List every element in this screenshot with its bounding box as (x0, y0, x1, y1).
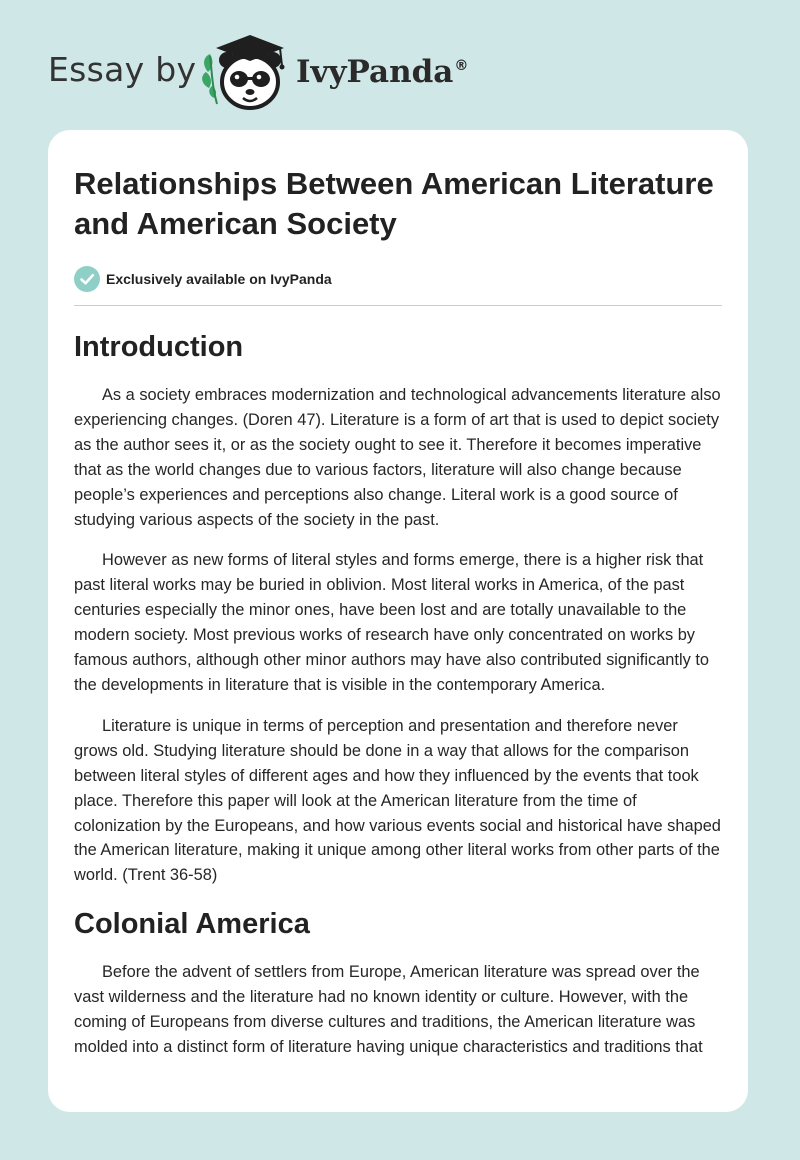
registered-mark: ® (454, 58, 469, 74)
title-divider (74, 305, 722, 306)
brand-name[interactable] (296, 54, 468, 90)
essay-content (74, 164, 722, 1060)
check-circle-icon (74, 266, 100, 292)
paragraph: However as new forms of literal styles and forms emerge, there is a higher risk that past literal works may be buried in oblivion. Most literal works in America, of the past centuries especially the minor ones, have been lost and are totally unavailable to the modern society. Most previous works of research have only concentrated on works by famous authors, although other minor authors may have also contributed significantly to the developments in literature that is visible in the contemporary America. (74, 551, 710, 694)
essay-by-label: Essay by (48, 50, 197, 89)
essay-card (48, 130, 748, 1112)
exclusive-badge (74, 266, 722, 292)
paragraph: Before the advent of settlers from Europe, American literature was spread over the vast wilderness and the literature had no known identity or culture. However, with the coming of Europeans from diverse cultures and traditions, the American literature was molded into a distinct form of literature having unique characteristics and traditions that (74, 963, 703, 1056)
exclusive-badge-text: Exclusively available on IvyPanda (106, 271, 332, 287)
essay-title: Relationships Between American Literature and American Society (74, 166, 714, 241)
panda-graduate-icon[interactable] (200, 32, 296, 112)
brand-name-text: IvyPanda (296, 54, 454, 90)
section-heading-introduction: Introduction (74, 331, 244, 363)
site-header (0, 0, 800, 120)
paragraph: Literature is unique in terms of perception and presentation and therefore never grows old. Studying literature should be done in a way that allows for the comparison between literal styles of different ages and how they influenced by the events that took place. Therefore this paper will look at the American literature from the time of colonization by the Europeans, and how various events social and historical have shaped the American literature, making it unique among other literal works from other parts of the world. (Trent 36-58) (74, 716, 721, 885)
section-heading-colonial-america: Colonial America (74, 908, 310, 941)
paragraph: As a society embraces modernization and technological advancements literature also experiencing changes. (Doren 47). Literature is a form of art that is used to depict society as the author sees it, or as the society ought to see it. Therefore it becomes imperative that as the world changes due to various factors, literature will also change because people’s experiences and perceptions also change. Literal work is a good source of studying various aspects of the society in the past. (74, 386, 721, 529)
